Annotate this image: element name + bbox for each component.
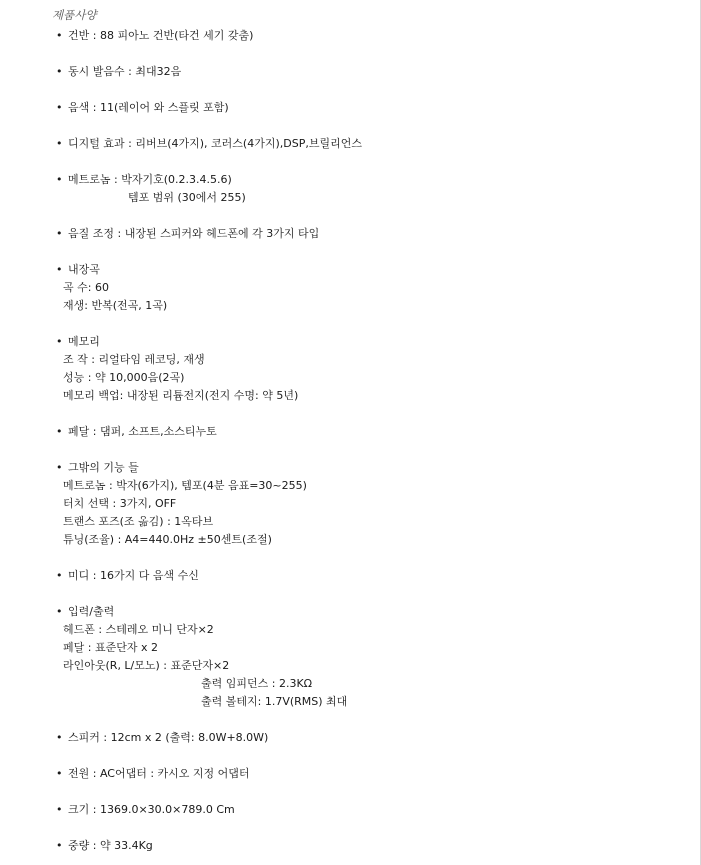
bullet-icon: • xyxy=(56,173,63,186)
bullet-icon: • xyxy=(56,335,63,348)
spec-text: 메모리 xyxy=(68,335,100,348)
spec-subtext: 출력 임피던스 : 2.3KΩ xyxy=(201,677,313,690)
spec-subtext: 페달 : 표준단자 x 2 xyxy=(63,641,158,654)
spec-subtext: 헤드폰 : 스테레오 미니 단자×2 xyxy=(63,623,214,636)
spec-subtext: 템포 범위 (30에서 255) xyxy=(128,191,246,204)
spec-text: 디지털 효과 : 리버브(4가지), 코러스(4가지),DSP,브릴리언스 xyxy=(68,137,362,150)
bullet-icon: • xyxy=(56,461,63,474)
spec-text: 미디 : 16가지 다 음색 수신 xyxy=(68,569,199,582)
spec-subtext: 재생: 반복(전곡, 1곡) xyxy=(63,299,168,312)
spec-text: 메트로놈 : 박자기호(0.2.3.4.5.6) xyxy=(68,173,232,186)
spec-text: 스피커 : 12cm x 2 (출력: 8.0W+8.0W) xyxy=(68,731,269,744)
bullet-icon: • xyxy=(56,101,63,114)
spec-subtext: 라인아웃(R, L/모노) : 표준단자×2 xyxy=(63,659,230,672)
spec-text: 건반 : 88 피아노 건반(타건 세기 갖춤) xyxy=(68,29,254,42)
spec-subtext: 메트로놈 : 박자(6가지), 템포(4분 음표=30~255) xyxy=(63,479,307,492)
spec-subtext: 터치 선택 : 3가지, OFF xyxy=(63,497,177,510)
spec-subtext: 성능 : 약 10,000음(2곡) xyxy=(63,371,185,384)
bullet-icon: • xyxy=(56,803,63,816)
spec-text: 중량 : 약 33.4Kg xyxy=(68,839,153,852)
spec-text: 내장곡 xyxy=(68,263,100,276)
spec-subtext: 조 작 : 리얼타임 레코딩, 재생 xyxy=(63,353,205,366)
spec-subtext: 출력 볼테지: 1.7V(RMS) 최대 xyxy=(201,695,348,708)
spec-text: 크기 : 1369.0×30.0×789.0 Cm xyxy=(68,803,235,816)
bullet-icon: • xyxy=(56,227,63,240)
spec-text: 동시 발음수 : 최대32음 xyxy=(68,65,182,78)
spec-subtext: 곡 수: 60 xyxy=(63,281,109,294)
bullet-icon: • xyxy=(56,137,63,150)
bullet-icon: • xyxy=(56,767,63,780)
spec-subtext: 튜닝(조율) : A4=440.0Hz ±50센트(조절) xyxy=(63,533,272,546)
spec-text: 음색 : 11(레이어 와 스플릿 포함) xyxy=(68,101,229,114)
section-title: 제품사양 xyxy=(52,8,97,22)
bullet-icon: • xyxy=(56,605,63,618)
bullet-icon: • xyxy=(56,29,63,42)
spec-text: 페달 : 댐퍼, 소프트,소스티누토 xyxy=(68,425,217,438)
spec-text: 입력/출력 xyxy=(68,605,115,618)
spec-subtext: 트랜스 포즈(조 옮김) : 1옥타브 xyxy=(63,515,214,528)
spec-text: 음질 조정 : 내장된 스피커와 헤드폰에 각 3가지 타입 xyxy=(68,227,320,240)
bullet-icon: • xyxy=(56,839,63,852)
spec-subtext: 메모리 백업: 내장된 리튬전지(전지 수명: 약 5년) xyxy=(63,389,299,402)
bullet-icon: • xyxy=(56,731,63,744)
bullet-icon: • xyxy=(56,425,63,438)
bullet-icon: • xyxy=(56,263,63,276)
spec-text: 그밖의 기능 들 xyxy=(68,461,139,474)
bullet-icon: • xyxy=(56,569,63,582)
spec-text: 전원 : AC어댑터 : 카시오 지정 어댑터 xyxy=(68,767,250,780)
bullet-icon: • xyxy=(56,65,63,78)
